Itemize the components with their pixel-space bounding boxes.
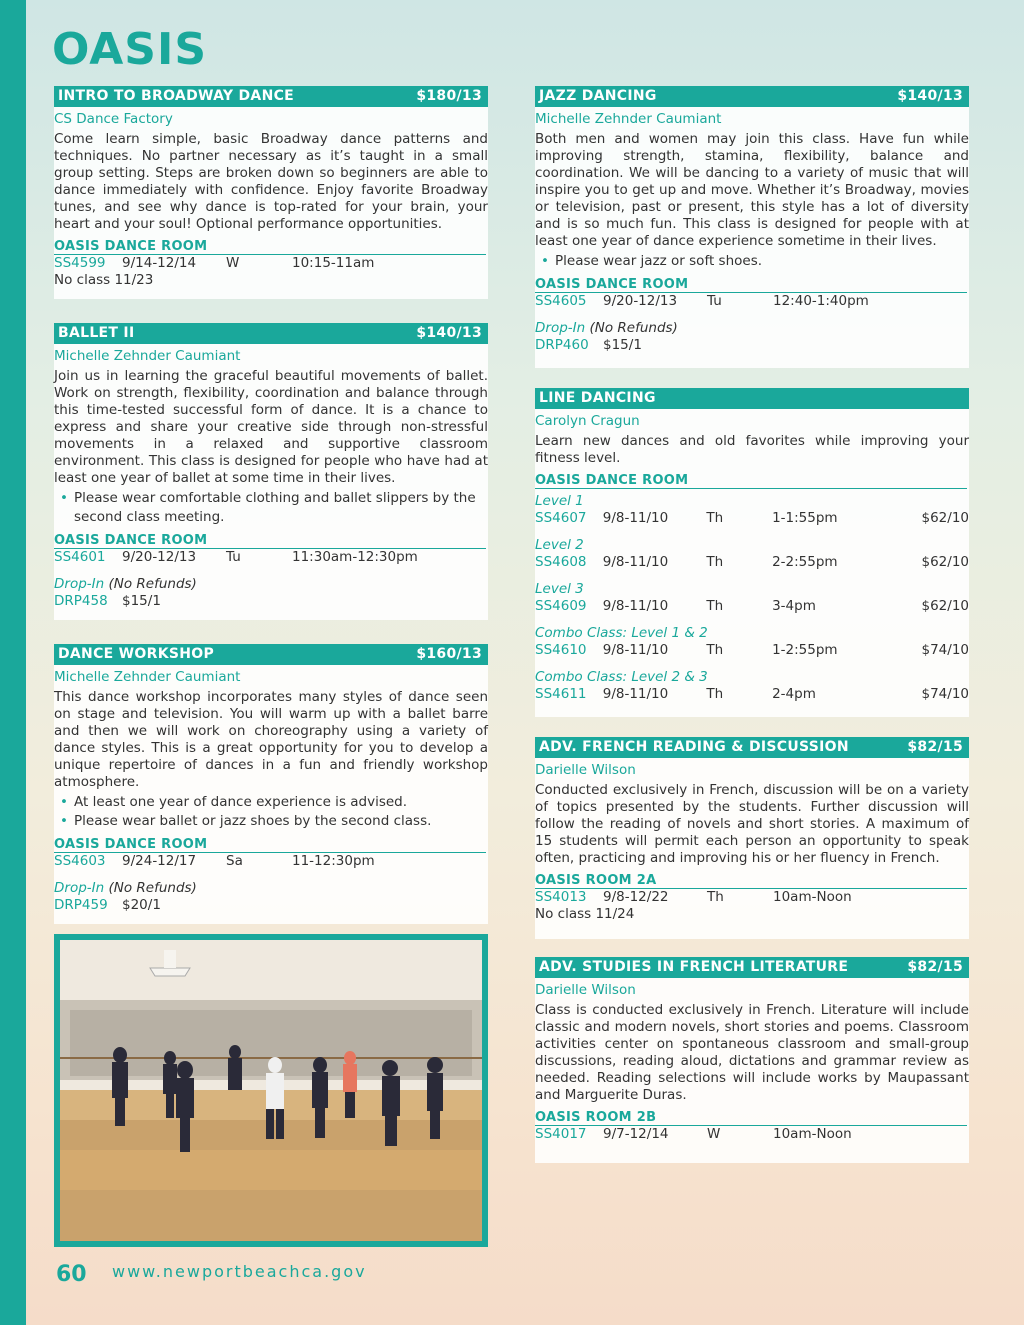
class-day: W — [707, 1126, 721, 1142]
course-title: JAZZ DANCING — [539, 88, 657, 104]
class-schedule-row — [54, 549, 488, 566]
website-link[interactable]: www.newportbeachca.gov — [112, 1262, 367, 1281]
dropin-title: Drop-In — [54, 880, 105, 896]
level-label: Combo Class: Level 2 & 3 — [535, 669, 708, 685]
course-dance-workshop — [54, 644, 488, 924]
class-time: 11-12:30pm — [292, 853, 375, 869]
course-title: BALLET II — [58, 325, 135, 341]
class-code: SS4607 — [535, 510, 587, 526]
course-description: Class is conducted exclusively in French. Literature will include classic and modern novels, short stories and poems. Classroom activities center on spontaneous classroom and small-group discussions, reading aloud, dictations and grammar review as needed. Reading selections will include works by Maupassant and Marguerite Duras. — [535, 1002, 969, 1103]
dropin-fee: $20/1 — [122, 897, 161, 913]
class-time: 10am-Noon — [773, 1126, 852, 1142]
dropin-label — [54, 576, 488, 593]
class-day: W — [226, 255, 240, 271]
class-time: 11:30am-12:30pm — [292, 549, 418, 565]
course-title: ADV. FRENCH READING & DISCUSSION — [539, 739, 849, 755]
course-description: Learn new dances and old favorites while improving your fitness level. — [535, 433, 969, 466]
class-fee: $74/10 — [921, 686, 969, 702]
class-schedule-row — [535, 554, 969, 571]
dropin-code: DRP459 — [54, 897, 108, 913]
class-fee: $62/10 — [921, 554, 969, 570]
location-label: OASIS DANCE ROOM — [535, 473, 967, 489]
course-header — [54, 644, 488, 665]
level-label: Level 3 — [535, 581, 584, 597]
course-header — [535, 957, 969, 978]
class-time: 10am-Noon — [773, 889, 852, 905]
class-dates: 9/8-12/22 — [603, 889, 669, 905]
course-description: This dance workshop incorporates many styles of dance seen on stage and television. You will warm up with a ballet barre and then we will work on choreography using a variety of dance styles. This is a great opportunity for you to develop a unique repertoire of dances in a fun and friendly workshop atmosphere. — [54, 689, 488, 790]
class-day: Th — [706, 510, 724, 526]
dropin-note: (No Refunds) — [108, 880, 197, 896]
dropin-fee: $15/1 — [603, 337, 642, 353]
instructor-name: Carolyn Cragun — [535, 413, 640, 429]
class-schedule-row — [535, 642, 969, 659]
course-header — [535, 737, 969, 758]
course-bullets — [54, 793, 488, 831]
class-code: SS4608 — [535, 554, 587, 570]
class-code: SS4601 — [54, 549, 106, 565]
class-time: 1-2:55pm — [772, 642, 838, 658]
course-description: Join us in learning the graceful beautiful movements of ballet. Work on strength, flexibility, coordination and balance through this time-tested successful form of dance. It is a chance to express and share your creative side through non-stressful movements in a relaxed and supportive classroom environment. This class is designed for people who have had at least one year of ballet at some time in their lives. — [54, 368, 488, 486]
course-jazz-dancing — [535, 86, 969, 368]
course-price: $82/15 — [907, 959, 963, 975]
location-label: OASIS DANCE ROOM — [535, 277, 967, 293]
level-label: Combo Class: Level 1 & 2 — [535, 625, 708, 641]
dropin-title: Drop-In — [54, 576, 105, 592]
class-schedule-row — [535, 293, 969, 310]
class-day: Th — [706, 554, 724, 570]
location-label: OASIS ROOM 2B — [535, 1110, 967, 1126]
course-price: $140/13 — [897, 88, 963, 104]
class-fee: $62/10 — [921, 598, 969, 614]
course-french-literature — [535, 957, 969, 1163]
class-dates: 9/8-11/10 — [602, 686, 669, 702]
class-schedule-row — [535, 1126, 969, 1143]
class-dates: 9/8-11/10 — [602, 510, 669, 526]
class-time: 10:15-11am — [292, 255, 375, 271]
class-code: SS4013 — [535, 889, 587, 905]
class-dates: 9/20-12/13 — [122, 549, 197, 565]
class-dates: 9/24-12/17 — [122, 853, 197, 869]
class-schedule-row — [535, 598, 969, 615]
class-dates: 9/20-12/13 — [603, 293, 678, 309]
class-code: SS4017 — [535, 1126, 587, 1142]
instructor-name: Darielle Wilson — [535, 762, 636, 778]
dance-studio-illustration — [60, 940, 482, 1241]
course-french-reading — [535, 737, 969, 939]
class-time: 1-1:55pm — [772, 510, 838, 526]
class-dates: 9/14-12/14 — [122, 255, 197, 271]
course-price: $160/13 — [416, 646, 482, 662]
class-code: SS4609 — [535, 598, 587, 614]
class-day: Tu — [707, 293, 722, 309]
bullet-item: • Please wear comfortable clothing and ballet slippers by the second class meeting. — [54, 489, 488, 527]
location-label: OASIS DANCE ROOM — [54, 837, 486, 853]
class-day: Th — [706, 598, 724, 614]
class-code: SS4611 — [535, 686, 587, 702]
instructor-name: Michelle Zehnder Caumiant — [54, 669, 241, 685]
instructor-name: CS Dance Factory — [54, 111, 173, 127]
class-code: SS4599 — [54, 255, 106, 271]
location-label: OASIS DANCE ROOM — [54, 239, 486, 255]
class-day: Th — [706, 686, 724, 702]
dropin-label — [535, 320, 969, 337]
class-dates: 9/8-11/10 — [602, 554, 669, 570]
dropin-row — [54, 593, 488, 610]
dropin-fee: $15/1 — [122, 593, 161, 609]
class-code: SS4610 — [535, 642, 587, 658]
left-column — [54, 86, 488, 924]
class-time: 3-4pm — [772, 598, 816, 614]
class-time: 2-4pm — [772, 686, 816, 702]
class-day: Th — [706, 642, 724, 658]
instructor-name: Darielle Wilson — [535, 982, 636, 998]
instructor-name: Michelle Zehnder Caumiant — [54, 348, 241, 364]
class-code: SS4605 — [535, 293, 587, 309]
class-note: No class 11/24 — [535, 906, 635, 922]
course-header — [54, 86, 488, 107]
class-day: Sa — [226, 853, 243, 869]
dropin-row — [535, 337, 969, 354]
course-title: DANCE WORKSHOP — [58, 646, 215, 662]
class-schedule-row — [535, 889, 969, 906]
course-description: Both men and women may join this class. Have fun while improving strength, stamina, flexibility, balance and coordination. We will be dancing to a variety of music that will inspire you to get up and move. Whether it’s Broadway, movies or television, past or present, this style has a lot of diversity and is so much fun. This class is designed for people with at least one year of dance experience sometime in their lives. — [535, 131, 969, 249]
dropin-code: DRP458 — [54, 593, 108, 609]
dropin-note: (No Refunds) — [108, 576, 197, 592]
dance-class-photo — [54, 934, 488, 1247]
location-label: OASIS ROOM 2A — [535, 873, 967, 889]
class-schedule-row — [535, 510, 969, 527]
course-title: LINE DANCING — [539, 390, 656, 406]
course-price: $140/13 — [416, 325, 482, 341]
dropin-code: DRP460 — [535, 337, 589, 353]
dropin-label — [54, 880, 488, 897]
class-schedule-row — [54, 255, 488, 272]
course-title: INTRO TO BROADWAY DANCE — [58, 88, 295, 104]
course-bullets — [54, 489, 488, 527]
course-intro-broadway — [54, 86, 488, 299]
location-label: OASIS DANCE ROOM — [54, 533, 486, 549]
class-dates: 9/8-11/10 — [602, 642, 669, 658]
class-time: 12:40-1:40pm — [773, 293, 869, 309]
course-header — [54, 323, 488, 344]
course-title: ADV. STUDIES IN FRENCH LITERATURE — [539, 959, 849, 975]
course-bullets — [535, 252, 969, 271]
course-price: $180/13 — [416, 88, 482, 104]
level-label: Level 2 — [535, 537, 584, 553]
course-description: Come learn simple, basic Broadway dance patterns and techniques. No partner necessary as it’s taught in a small group setting. Steps are broken down so beginners are able to dance immediately with confidence. Enjoy favorite Broadway tunes, and see why dance is top-rated for your brain, your heart and your soul! Optional performance opportunities. — [54, 131, 488, 232]
bullet-item: • Please wear jazz or soft shoes. — [535, 252, 969, 271]
class-dates: 9/7-12/14 — [603, 1126, 669, 1142]
class-fee: $62/10 — [921, 510, 969, 526]
dropin-title: Drop-In — [535, 320, 586, 336]
instructor-name: Michelle Zehnder Caumiant — [535, 111, 722, 127]
oasis-logo: OASIS — [52, 24, 208, 75]
course-line-dancing — [535, 388, 969, 717]
course-header — [535, 388, 969, 409]
page-number: 60 — [56, 1262, 87, 1287]
course-header — [535, 86, 969, 107]
class-note: No class 11/23 — [54, 272, 154, 288]
course-ballet-ii — [54, 323, 488, 620]
class-code: SS4603 — [54, 853, 106, 869]
dropin-note: (No Refunds) — [589, 320, 678, 336]
right-column — [535, 86, 969, 1163]
class-day: Tu — [226, 549, 241, 565]
class-day: Th — [707, 889, 724, 905]
bullet-item: • At least one year of dance experience is advised. — [54, 793, 488, 812]
bullet-item: • Please wear ballet or jazz shoes by the second class. — [54, 812, 488, 831]
course-description: Conducted exclusively in French, discussion will be on a variety of topics presented by the students. Further discussion will follow the reading of novels and short stories. A maximum of 15 students will permit each person an opportunity to speak often, practicing and improving his or her fluency in French. — [535, 782, 969, 866]
dropin-row — [54, 897, 488, 914]
level-label: Level 1 — [535, 493, 584, 509]
class-schedule-row — [54, 853, 488, 870]
class-fee: $74/10 — [921, 642, 969, 658]
course-price: $82/15 — [907, 739, 963, 755]
class-dates: 9/8-11/10 — [602, 598, 669, 614]
class-schedule-row — [535, 686, 969, 703]
class-time: 2-2:55pm — [772, 554, 838, 570]
left-accent-bar — [0, 0, 26, 1325]
